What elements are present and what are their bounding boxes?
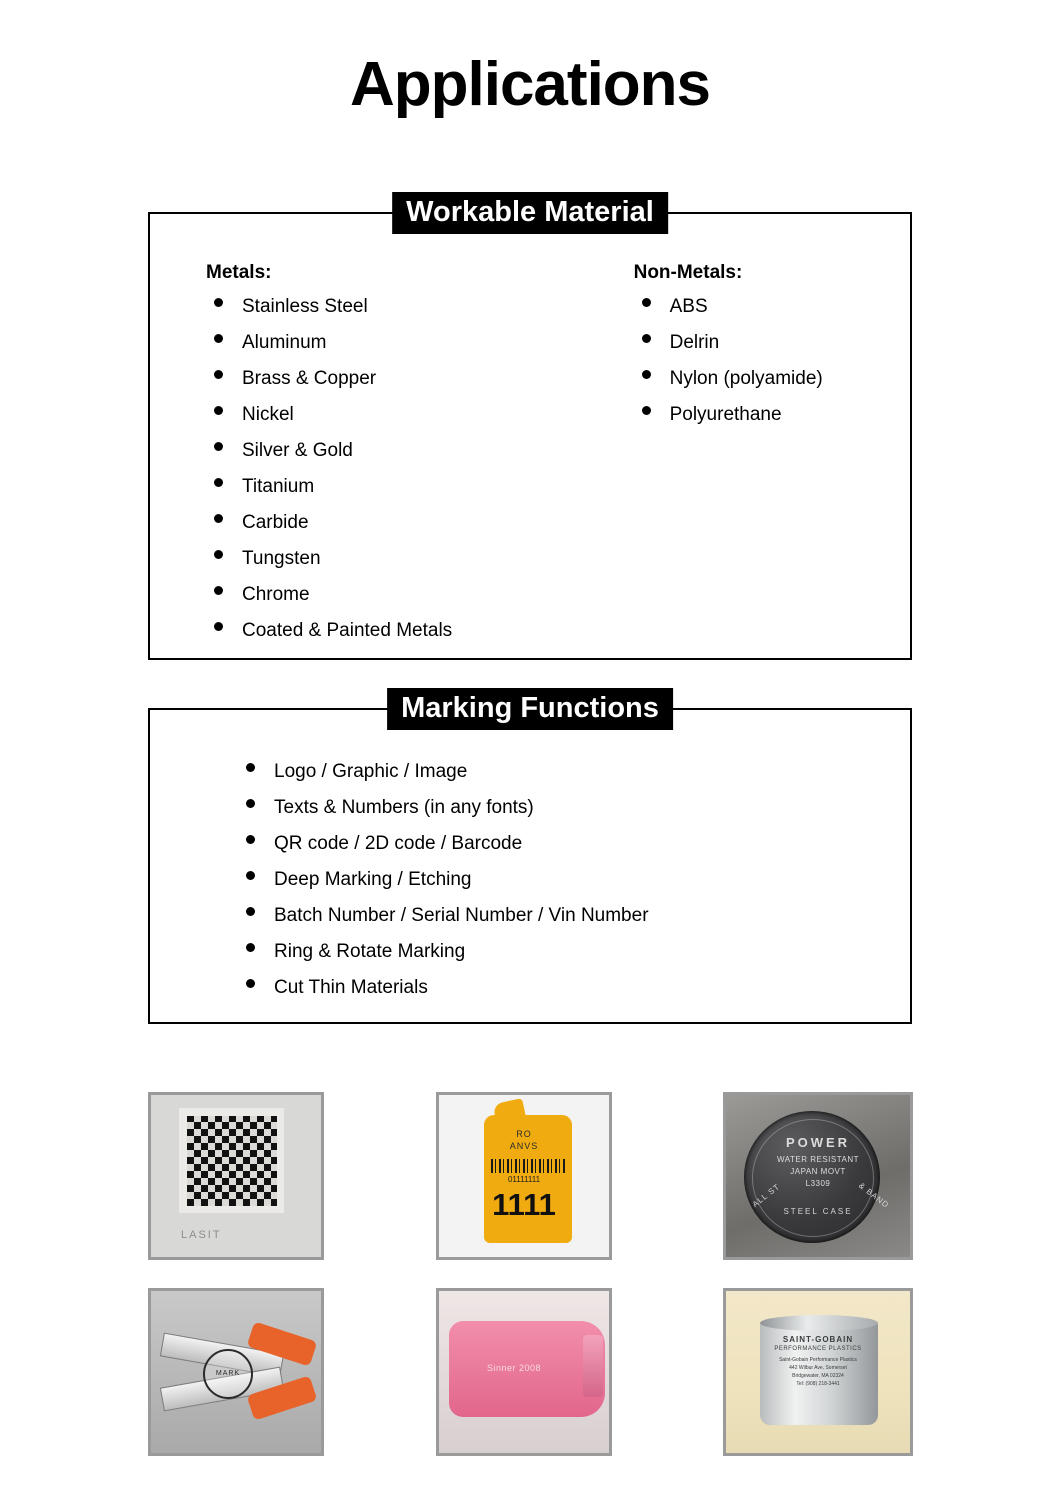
sample-photo-gallery [148, 1092, 913, 1456]
photo-image [439, 1291, 609, 1453]
list-item [238, 762, 649, 798]
list-item-label: Nickel [242, 404, 294, 425]
metals-heading: Metals: [206, 262, 272, 283]
tag-big-number: 1111 [492, 1187, 556, 1222]
list-item-label: Batch Number / Serial Number / Vin Number [274, 905, 649, 926]
list-item-label: Polyurethane [669, 404, 782, 425]
photo-image [151, 1291, 321, 1453]
bullet-icon [642, 298, 651, 307]
list-item-label: Chrome [242, 584, 310, 605]
marking-functions-list [238, 762, 649, 1014]
datamatrix-code-icon [187, 1116, 277, 1206]
list-item [634, 405, 910, 441]
tin-line-5: Bridgewater, MA 02324 [792, 1373, 844, 1379]
photo-engraved-watch-caseback [723, 1092, 913, 1260]
pliers-logo-mark: MARK [203, 1349, 253, 1399]
tin-top-shape [760, 1315, 878, 1331]
caseback-line-3: L3309 [805, 1179, 831, 1188]
metals-column [150, 262, 576, 657]
tag-small-number: 01111111 [507, 1175, 541, 1184]
marking-functions-title: Marking Functions [387, 688, 673, 730]
bullet-icon [246, 943, 255, 952]
bullet-icon [246, 907, 255, 916]
list-item [238, 798, 649, 834]
list-item [206, 585, 576, 621]
list-item-label: QR code / 2D code / Barcode [274, 833, 523, 854]
bullet-icon [214, 550, 223, 559]
bullet-icon [214, 622, 223, 631]
list-item-label: Deep Marking / Etching [274, 869, 472, 890]
bullet-icon [246, 799, 255, 808]
list-item-label: ABS [669, 296, 708, 317]
list-item-label: Delrin [669, 332, 720, 353]
list-item [238, 870, 649, 906]
photo-image [726, 1095, 910, 1257]
bottle-cap-shape [583, 1335, 603, 1397]
bullet-icon [214, 478, 223, 487]
bullet-icon [246, 979, 255, 988]
page-title: Applications [349, 50, 711, 119]
tin-line-1: SAINT-GOBAIN [782, 1335, 854, 1344]
tag-line-2: ANVS [509, 1141, 539, 1151]
caseback-bottom-text: STEEL CASE [783, 1207, 853, 1216]
bottle-marked-text: Sinner 2008 [487, 1363, 542, 1373]
photo-image [439, 1095, 609, 1257]
photo-image [151, 1095, 321, 1257]
photo-pink-plastic-bottle [436, 1288, 612, 1456]
marking-functions-panel [148, 692, 912, 1024]
list-item [206, 477, 576, 513]
tin-line-4: 442 Wilbur Ave, Somerset [789, 1365, 847, 1371]
list-item-label: Logo / Graphic / Image [274, 761, 468, 782]
list-item-label: Silver & Gold [242, 440, 353, 461]
bullet-icon [246, 871, 255, 880]
tin-line-3: Saint-Gobain Performance Plastics [779, 1357, 857, 1363]
photo-caption: LASIT [181, 1229, 222, 1241]
list-item-label: Coated & Painted Metals [242, 620, 453, 641]
non-metals-heading: Non-Metals: [633, 262, 743, 283]
list-item [238, 906, 649, 942]
photo-stainless-steel-tin [723, 1288, 913, 1456]
caseback-arc-left: ALL ST [750, 1181, 782, 1210]
photo-datamatrix-on-metal-plate [148, 1092, 324, 1260]
bullet-icon [642, 406, 651, 415]
list-item-label: Nylon (polyamide) [669, 368, 823, 389]
list-item-label: Carbide [242, 512, 309, 533]
list-item [238, 942, 649, 978]
list-item [206, 513, 576, 549]
list-item-label: Cut Thin Materials [274, 977, 428, 998]
list-item-label: Titanium [242, 476, 315, 497]
list-item [634, 297, 910, 333]
list-item [206, 333, 576, 369]
bullet-icon [642, 370, 651, 379]
caseback-line-2: JAPAN MOVT [790, 1167, 846, 1176]
list-item-label: Texts & Numbers (in any fonts) [274, 797, 534, 818]
workable-material-title: Workable Material [392, 192, 668, 234]
list-item [238, 978, 649, 1014]
photo-yellow-livestock-ear-tag [436, 1092, 612, 1260]
non-metals-list [634, 297, 910, 441]
tin-line-2: PERFORMANCE PLASTICS [774, 1346, 862, 1352]
marking-functions-list-wrap [238, 762, 649, 1014]
metals-list [206, 297, 576, 657]
caseback-line-1: WATER RESISTANT [776, 1155, 860, 1164]
list-item [206, 297, 576, 333]
bullet-icon [246, 763, 255, 772]
photo-marked-pliers [148, 1288, 324, 1456]
list-item [238, 834, 649, 870]
bullet-icon [214, 334, 223, 343]
list-item [634, 369, 910, 405]
caseback-brand: POWER [785, 1135, 851, 1150]
list-item-label: Aluminum [242, 332, 327, 353]
tag-line-1: RO [516, 1129, 532, 1139]
list-item [206, 621, 576, 657]
list-item-label: Stainless Steel [242, 296, 368, 317]
tin-line-6: Tel: (908) 218-3441 [796, 1381, 840, 1387]
list-item [206, 369, 576, 405]
bullet-icon [642, 334, 651, 343]
list-item [206, 405, 576, 441]
material-columns [150, 262, 910, 657]
bullet-icon [214, 370, 223, 379]
bullet-icon [214, 514, 223, 523]
workable-material-panel [148, 196, 912, 660]
list-item-label: Ring & Rotate Marking [274, 941, 466, 962]
list-item [634, 333, 910, 369]
bullet-icon [246, 835, 255, 844]
list-item [206, 549, 576, 585]
bullet-icon [214, 406, 223, 415]
list-item [206, 441, 576, 477]
bullet-icon [214, 442, 223, 451]
list-item-label: Tungsten [242, 548, 321, 569]
list-item-label: Brass & Copper [242, 368, 377, 389]
caseback-arc-right: & BAND [857, 1180, 891, 1211]
bullet-icon [214, 586, 223, 595]
non-metals-column [576, 262, 910, 657]
photo-image [726, 1291, 910, 1453]
barcode-icon [491, 1159, 565, 1173]
bullet-icon [214, 298, 223, 307]
